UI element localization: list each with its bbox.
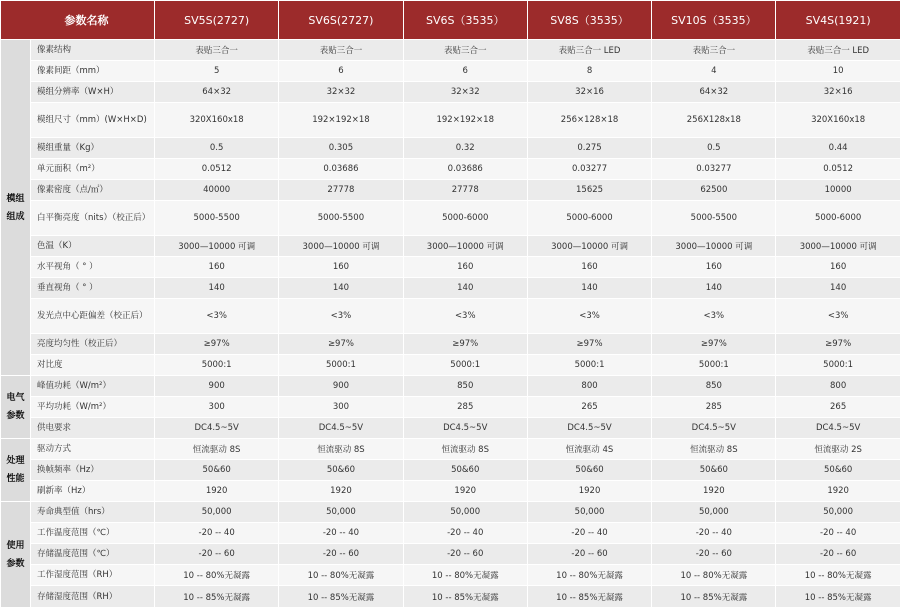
spec-value: 10 -- 80%无凝露: [403, 565, 527, 586]
spec-value: 6: [403, 61, 527, 82]
header-model: SV6S（3535）: [403, 1, 527, 40]
spec-value: 900: [279, 376, 403, 397]
spec-value: 50&60: [155, 460, 279, 481]
spec-value: 表贴三合一: [403, 40, 527, 61]
param-name: 水平视角（ ° ）: [31, 257, 155, 278]
spec-value: 10 -- 80%无凝露: [279, 565, 403, 586]
spec-value: 27778: [403, 180, 527, 201]
spec-value: 140: [155, 278, 279, 299]
spec-value: 3000—10000 可调: [527, 236, 651, 257]
spec-value: 50&60: [776, 460, 900, 481]
spec-value: 恒流驱动 8S: [279, 439, 403, 460]
spec-value: 0.5: [155, 138, 279, 159]
spec-value: 4: [652, 61, 776, 82]
spec-value: 1920: [776, 481, 900, 502]
table-row: [1, 481, 900, 502]
spec-value: DC4.5~5V: [776, 418, 900, 439]
spec-value: 50,000: [403, 502, 527, 523]
spec-value: -20 -- 40: [527, 523, 651, 544]
spec-value: 900: [155, 376, 279, 397]
spec-value: -20 -- 40: [403, 523, 527, 544]
table-row: [1, 397, 900, 418]
param-name: 平均功耗（W/m²）: [31, 397, 155, 418]
param-name: 色温（K）: [31, 236, 155, 257]
spec-value: 300: [155, 397, 279, 418]
spec-value: 800: [776, 376, 900, 397]
spec-value: -20 -- 40: [776, 523, 900, 544]
spec-value: 0.32: [403, 138, 527, 159]
spec-value: 0.03686: [403, 159, 527, 180]
spec-value: 0.0512: [155, 159, 279, 180]
spec-value: 140: [652, 278, 776, 299]
spec-value: 40000: [155, 180, 279, 201]
spec-value: -20 -- 40: [279, 523, 403, 544]
param-name: 像素密度（点/㎡）: [31, 180, 155, 201]
table-row: [1, 82, 900, 103]
table-row: [1, 376, 900, 397]
header-model: SV8S（3535）: [527, 1, 651, 40]
spec-value: <3%: [776, 299, 900, 334]
category-label: 模组 组成: [1, 40, 31, 376]
spec-value: 265: [527, 397, 651, 418]
spec-value: 8: [527, 61, 651, 82]
param-name: 峰值功耗（W/m²）: [31, 376, 155, 397]
param-name: 刷新率（Hz）: [31, 481, 155, 502]
spec-value: 32×16: [527, 82, 651, 103]
spec-value: 10 -- 80%无凝露: [527, 565, 651, 586]
param-name: 像素结构: [31, 40, 155, 61]
spec-value: DC4.5~5V: [279, 418, 403, 439]
table-row: [1, 418, 900, 439]
spec-value: <3%: [155, 299, 279, 334]
spec-value: 0.275: [527, 138, 651, 159]
spec-value: 160: [652, 257, 776, 278]
spec-value: 800: [527, 376, 651, 397]
spec-value: -20 -- 60: [527, 544, 651, 565]
spec-value: 恒流驱动 8S: [155, 439, 279, 460]
table-row: [1, 460, 900, 481]
param-name: 亮度均匀性（校正后）: [31, 334, 155, 355]
table-row: [1, 180, 900, 201]
param-name: 存储湿度范围（RH）: [31, 586, 155, 608]
spec-value: 1920: [652, 481, 776, 502]
spec-value: 1920: [155, 481, 279, 502]
param-name: 垂直视角（ ° ）: [31, 278, 155, 299]
spec-value: 5000:1: [527, 355, 651, 376]
spec-value: 5000:1: [155, 355, 279, 376]
header-model: SV4S(1921): [776, 1, 900, 40]
spec-value: <3%: [279, 299, 403, 334]
spec-value: 5000-6000: [776, 201, 900, 236]
spec-value: 50,000: [527, 502, 651, 523]
table-row: [1, 103, 900, 138]
param-name: 换帧频率（Hz）: [31, 460, 155, 481]
spec-value: 27778: [279, 180, 403, 201]
header-param-label: 参数名称: [1, 1, 155, 40]
category-label: 处理 性能: [1, 439, 31, 502]
param-name: 工作温度范围（℃）: [31, 523, 155, 544]
spec-value: ≥97%: [527, 334, 651, 355]
spec-value: 15625: [527, 180, 651, 201]
spec-value: 192×192×18: [279, 103, 403, 138]
spec-value: 恒流驱动 2S: [776, 439, 900, 460]
spec-value: 285: [652, 397, 776, 418]
spec-value: 5000-6000: [527, 201, 651, 236]
spec-value: 表贴三合一: [155, 40, 279, 61]
header-model: SV6S(2727): [279, 1, 403, 40]
spec-value: 10 -- 85%无凝露: [155, 586, 279, 608]
table-row: [1, 439, 900, 460]
spec-value: 50&60: [527, 460, 651, 481]
param-name: 模组分辨率（W×H）: [31, 82, 155, 103]
spec-value: <3%: [527, 299, 651, 334]
table-row: [1, 257, 900, 278]
spec-value: DC4.5~5V: [652, 418, 776, 439]
spec-value: 表贴三合一 LED: [527, 40, 651, 61]
spec-value: 160: [155, 257, 279, 278]
category-label: 电气 参数: [1, 376, 31, 439]
spec-value: -20 -- 60: [652, 544, 776, 565]
param-name: 模组重量（Kg）: [31, 138, 155, 159]
spec-value: 160: [527, 257, 651, 278]
spec-value: 32×32: [279, 82, 403, 103]
spec-value: 256×128×18: [527, 103, 651, 138]
param-name: 寿命典型值（hrs）: [31, 502, 155, 523]
param-name: 模组尺寸（mm）(W×H×D): [31, 103, 155, 138]
header-row: [1, 1, 900, 40]
header-model: SV5S(2727): [155, 1, 279, 40]
spec-value: 50&60: [403, 460, 527, 481]
spec-table-body: [1, 40, 900, 608]
spec-value: DC4.5~5V: [527, 418, 651, 439]
spec-value: 192×192×18: [403, 103, 527, 138]
spec-value: 表贴三合一: [652, 40, 776, 61]
spec-value: 表贴三合一: [279, 40, 403, 61]
spec-value: 320X160x18: [776, 103, 900, 138]
param-name: 工作湿度范围（RH）: [31, 565, 155, 586]
spec-value: 1920: [527, 481, 651, 502]
spec-value: 10 -- 80%无凝露: [776, 565, 900, 586]
spec-value: 265: [776, 397, 900, 418]
spec-value: 160: [279, 257, 403, 278]
param-name: 供电要求: [31, 418, 155, 439]
spec-value: 64×32: [652, 82, 776, 103]
table-row: [1, 278, 900, 299]
spec-value: 62500: [652, 180, 776, 201]
spec-value: ≥97%: [403, 334, 527, 355]
table-row: [1, 355, 900, 376]
spec-value: 256X128x18: [652, 103, 776, 138]
spec-value: 850: [652, 376, 776, 397]
spec-value: ≥97%: [776, 334, 900, 355]
spec-value: 3000—10000 可调: [776, 236, 900, 257]
param-name: 对比度: [31, 355, 155, 376]
spec-value: 10 -- 85%无凝露: [776, 586, 900, 608]
spec-value: 10 -- 85%无凝露: [527, 586, 651, 608]
spec-value: 5000-5500: [279, 201, 403, 236]
spec-value: 0.44: [776, 138, 900, 159]
table-row: [1, 61, 900, 82]
spec-value: 恒流驱动 4S: [527, 439, 651, 460]
spec-value: 32×32: [403, 82, 527, 103]
spec-value: <3%: [652, 299, 776, 334]
table-row: [1, 138, 900, 159]
spec-value: ≥97%: [652, 334, 776, 355]
spec-value: 160: [776, 257, 900, 278]
param-name: 存储温度范围（℃）: [31, 544, 155, 565]
spec-value: ≥97%: [155, 334, 279, 355]
spec-value: 5000:1: [652, 355, 776, 376]
spec-value: 285: [403, 397, 527, 418]
spec-value: 恒流驱动 8S: [403, 439, 527, 460]
spec-value: DC4.5~5V: [155, 418, 279, 439]
spec-value: 300: [279, 397, 403, 418]
spec-value: 10 -- 85%无凝露: [279, 586, 403, 608]
table-row: [1, 565, 900, 586]
spec-value: 0.03686: [279, 159, 403, 180]
spec-value: 3000—10000 可调: [279, 236, 403, 257]
spec-value: 0.0512: [776, 159, 900, 180]
category-label: 使用 参数: [1, 502, 31, 608]
spec-value: 0.5: [652, 138, 776, 159]
spec-value: 140: [403, 278, 527, 299]
spec-value: -20 -- 40: [155, 523, 279, 544]
spec-value: 5000:1: [279, 355, 403, 376]
spec-value: DC4.5~5V: [403, 418, 527, 439]
spec-value: 3000—10000 可调: [403, 236, 527, 257]
spec-value: 表贴三合一 LED: [776, 40, 900, 61]
spec-value: 850: [403, 376, 527, 397]
spec-value: 140: [279, 278, 403, 299]
param-name: 驱动方式: [31, 439, 155, 460]
spec-value: 0.03277: [527, 159, 651, 180]
table-row: [1, 502, 900, 523]
table-row: [1, 299, 900, 334]
spec-value: -20 -- 60: [279, 544, 403, 565]
spec-value: 50,000: [279, 502, 403, 523]
table-row: [1, 544, 900, 565]
spec-value: -20 -- 60: [776, 544, 900, 565]
spec-value: -20 -- 60: [403, 544, 527, 565]
spec-value: 64×32: [155, 82, 279, 103]
table-row: [1, 586, 900, 608]
spec-value: 5000-5500: [652, 201, 776, 236]
table-row: [1, 523, 900, 544]
spec-value: 320X160x18: [155, 103, 279, 138]
spec-value: -20 -- 40: [652, 523, 776, 544]
spec-value: 50,000: [155, 502, 279, 523]
spec-value: 32×16: [776, 82, 900, 103]
param-name: 像素间距（mm）: [31, 61, 155, 82]
spec-value: 0.305: [279, 138, 403, 159]
table-row: [1, 40, 900, 61]
spec-value: 140: [527, 278, 651, 299]
spec-value: 10 -- 80%无凝露: [155, 565, 279, 586]
spec-value: 5000-5500: [155, 201, 279, 236]
spec-value: 10 -- 85%无凝露: [652, 586, 776, 608]
spec-value: 6: [279, 61, 403, 82]
header-model: SV10S（3535）: [652, 1, 776, 40]
spec-value: 5000:1: [776, 355, 900, 376]
table-row: [1, 159, 900, 180]
spec-value: 50&60: [279, 460, 403, 481]
spec-value: 恒流驱动 8S: [652, 439, 776, 460]
spec-value: 3000—10000 可调: [652, 236, 776, 257]
spec-value: 5: [155, 61, 279, 82]
spec-value: 0.03277: [652, 159, 776, 180]
param-name: 发光点中心距偏差（校正后）: [31, 299, 155, 334]
spec-value: 10 -- 85%无凝露: [403, 586, 527, 608]
spec-value: 1920: [403, 481, 527, 502]
table-row: [1, 334, 900, 355]
spec-value: 1920: [279, 481, 403, 502]
spec-value: 50,000: [652, 502, 776, 523]
spec-value: 3000—10000 可调: [155, 236, 279, 257]
spec-value: 140: [776, 278, 900, 299]
spec-value: 50&60: [652, 460, 776, 481]
param-name: 白平衡亮度（nits）（校正后）: [31, 201, 155, 236]
spec-value: ≥97%: [279, 334, 403, 355]
spec-value: 160: [403, 257, 527, 278]
spec-value: 10 -- 80%无凝露: [652, 565, 776, 586]
spec-value: 50,000: [776, 502, 900, 523]
table-row: [1, 236, 900, 257]
spec-value: 10000: [776, 180, 900, 201]
spec-value: 5000-6000: [403, 201, 527, 236]
spec-value: <3%: [403, 299, 527, 334]
param-name: 单元面积（m²）: [31, 159, 155, 180]
spec-value: 10: [776, 61, 900, 82]
spec-value: -20 -- 60: [155, 544, 279, 565]
table-row: [1, 201, 900, 236]
spec-value: 5000:1: [403, 355, 527, 376]
